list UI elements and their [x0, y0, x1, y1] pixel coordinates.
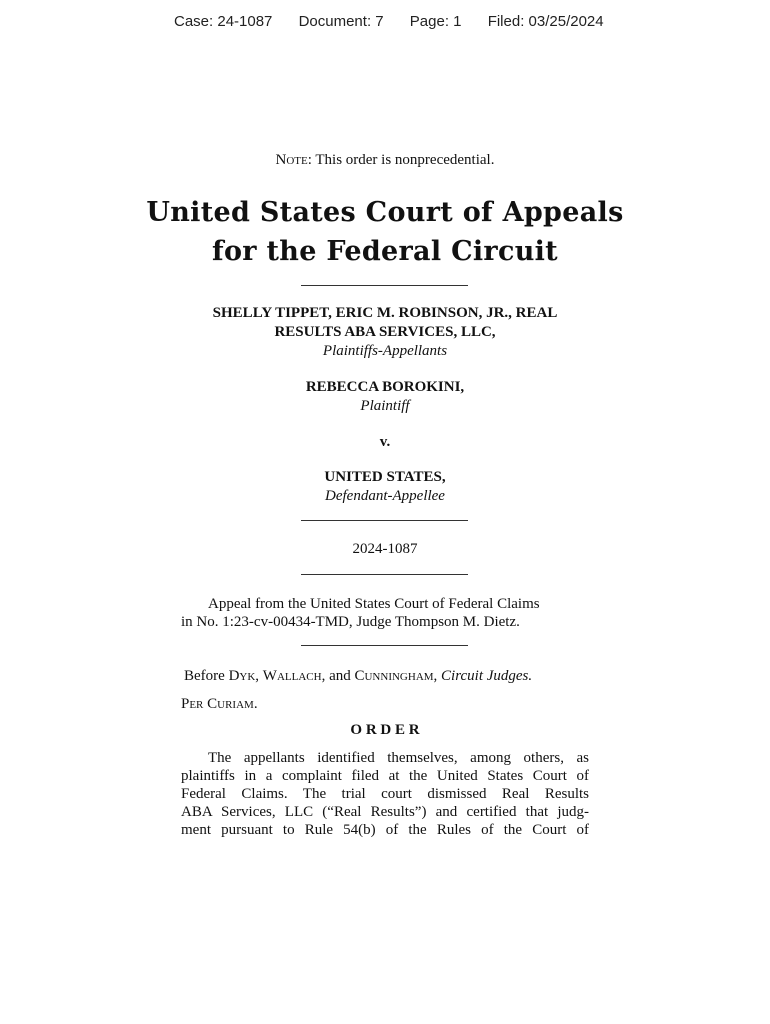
versus: v.: [379, 434, 391, 450]
defendant-name: UNITED STATES,: [324, 469, 446, 485]
divider: [301, 574, 468, 575]
order-line: Federal Claims. The trial court dismissed Real Results: [181, 786, 589, 802]
document-number: Document: 7: [298, 13, 384, 30]
case-number: Case: 24-1087: [174, 13, 273, 30]
order-paragraph: [181, 749, 589, 839]
judge-dyk: Dyk: [228, 668, 256, 684]
plaintiff-name: REBECCA BOROKINI,: [305, 379, 465, 395]
separator: ,: [255, 668, 263, 684]
order-line: plaintiffs in a complaint filed at the United States Court of: [181, 768, 589, 784]
appeal-statement: [181, 595, 589, 631]
per-curiam: Per Curiam.: [181, 696, 258, 712]
appellants-line1: SHELLY TIPPET, ERIC M. ROBINSON, JR., REAL: [212, 305, 558, 321]
divider: [301, 520, 468, 521]
order-line: The appellants identified themselves, among others, as: [208, 750, 589, 766]
appellants-role: Plaintiffs-Appellants: [322, 343, 448, 359]
appeal-line1: Appeal from the United States Court of Federal Claims: [208, 596, 540, 612]
appeal-line2: in No. 1:23-cv-00434-TMD, Judge Thompson M. Dietz.: [181, 614, 520, 630]
plaintiff-role: Plaintiff: [360, 398, 410, 414]
order-line: ABA Services, LLC (“Real Results”) and certified that judg-: [181, 804, 589, 820]
order-line: ment pursuant to Rule 54(b) of the Rules of the Court of: [181, 822, 589, 838]
before-prefix: Before: [184, 668, 229, 684]
nonprecedential-note: [0, 152, 770, 169]
appellants-line2: RESULTS ABA SERVICES, LLC,: [274, 324, 496, 340]
court-name-line2: for the Federal Circuit: [212, 236, 558, 267]
docket-number: 2024-1087: [352, 541, 418, 557]
page-number: Page: 1: [409, 13, 462, 30]
separator: ,: [433, 668, 442, 684]
divider: [301, 645, 468, 646]
note-label: Note: [275, 152, 308, 168]
judge-cunningham: Cunningham: [354, 668, 434, 684]
separator: , and: [321, 668, 355, 684]
note-text: : This order is nonprecedential.: [307, 152, 495, 168]
circuit-judges: Circuit Judges.: [441, 668, 533, 684]
divider: [301, 285, 468, 286]
order-heading: O R D E R: [350, 722, 420, 738]
court-name-line1: United States Court of Appeals: [146, 197, 624, 228]
panel-line: [184, 667, 592, 685]
judge-wallach: Wallach: [262, 668, 322, 684]
defendant-role: Defendant-Appellee: [325, 488, 445, 504]
filed-date: Filed: 03/25/2024: [487, 13, 604, 30]
filing-header: [174, 13, 604, 30]
